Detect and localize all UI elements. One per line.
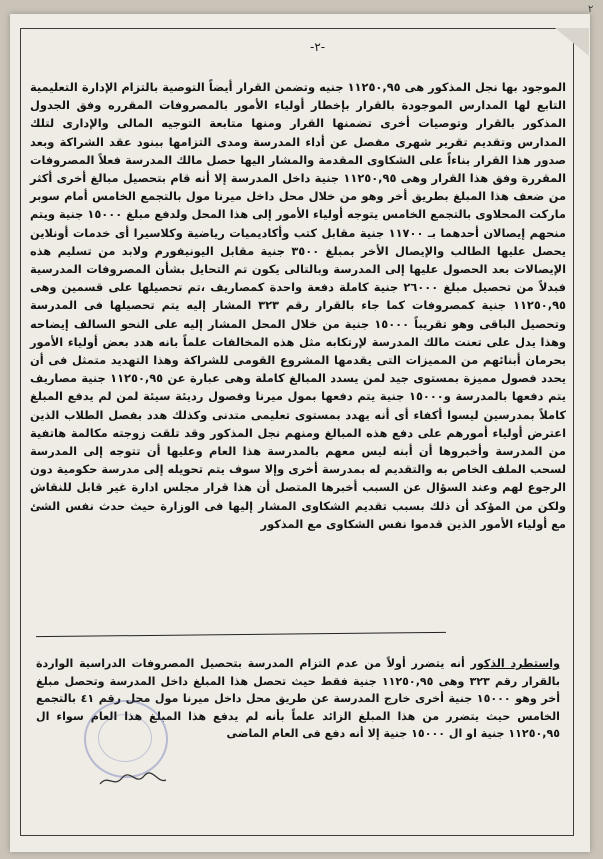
page-number: -٢- (310, 40, 326, 54)
second-paragraph-body: أنه يتضرر أولاً من عدم التزام المدرسة بتحصيل المصروفات الدراسية الواردة بالقرار رقم ٣٢٣ وهى ١١٢٥٠,٩٥ جنية فقط حيث تحصل هذا المبلغ داخل المدرسة وتحصل مبلغ أخر وهو ١٥٠٠٠ جنية أخرى خارج المدرسة عن طريق محل داخل ميرنا مول محل رقم ٤١ بالتجمع الخامس حيث يتضرر من هذا المبلغ الزائد علماً بأنه لم يدفع هذا المبلغ هذا العام سواء ال ١١٢٥٠,٩٥ جنية او ال ١٥٠٠٠ جنية إلا أنه دفع فى العام الماضى (36, 657, 561, 741)
main-paragraph: الموجود بها نجل المذكور هى ١١٢٥٠,٩٥ جنيه وتضمن القرار أيضاً التوصية بالتزام الإدارة التعليمية التابع لها المدارس الموجودة بالقرار بإخطار أولياء الأمور بالمصروفات المقرره وفق الجدول المذكور بالقرار وتوصيات أخرى تضمنها القرار ومنها متابعة التوجيه المالى والإدارى لتلك المدارس وتقديم تقرير شهرى مفصل عن أداء المدرسة ومدى التزامها ببنود عقد الشراكة وبعد صدور هذا القرار بناءاً على الشكاوى المقدمة والمشار اليها حصل مالك المدرسة فعلاً المصروفات المقررة وفق هذا القرار وهى ١١٢٥٠,٩٥ جنية داخل المدرسة إلا أنه قام بتحصيل مبالغ أخرى أكثر من ضعف هذا المبلغ بطريق أخر وهو من خلال محل داخل ميرنا مول بالتجمع الخامس أمام سوبر ماركت المحلاوى بالتجمع الخامس يتوجه أولياء الأمور إلى هذا المحل ولدفع مبلغ ١٥٠٠٠ جنية ويتم منحهم إيصالان أحدهما بـ ١١٧٠٠ جنية مقابل كتب وأكاديميات رياضية وكلاسيرا أى خدمات أونلاين يحصل عليها الطالب والإيصال الأخر بمبلغ ٣٥٠٠ جنية مقابل اليونيفورم ولابد من تسليم هذه الإيصالات بعد الحصول عليها إلى المدرسة وبالتالى يكون تم التحايل بشأن المصروفات المدرسية فبدلاً من تحصيل مبلغ ٢٦٠٠٠ جنية كاملة دفعة واحدة كمصاريف ،تم تحصيلها على قسمين وهى ١١٢٥٠,٩٥ جنية كمصروفات كما جاء بالقرار رقم ٣٢٣ المشار إليه يتم تحصيلها فى المدرسة وتحصيل الباقى وهو تقريباً ١٥٠٠٠ جنية من خلال المحل المشار إليه على النحو السالف إيضاحه وهذا يدل على تعنت مالك المدرسة لإرتكابه مثل هذه المخالفات علماً بانه هدد بعض أولياء الأمور بحرمان أبنائهم من المميزات التى يقدمها المشروع القومى للشراكة وهذا التهديد متمثل فى أن يحدد فصول مميزة بمستوى جيد لمن يسدد المبالغ كاملة وهى عبارة عن ١١٢٥٠,٩٥ جنية مصاريف يتم دفعها بالمدرسة و١٥٠٠٠ جنية يتم دفعها بمول ميرنا وفصول رديئة سيئة لمن لم يدفع المبلغ كاملاً بمدرسين ليسوا أكفاء أى أنه يهدد بمستوى تعليمى متدنى وكذلك هدد بفصل الطلاب الذين اعترض أولياء أمورهم على دفع هذه المبالغ ومنهم نجل المذكور وقد تلقت زوجته مكالمة هاتفية من المدرسة وأخبروها أن أبنه ليس معهم بالمدرسة هذا العام وعليها أن تتوجه إلى المدرسة لسحب الملف الخاص به والتقديم له بمدرسة أخرى وإلا سوف يتم تحويله إلى مدرسة حكومية دون الرجوع لهم وعند السؤال عن السبب أخبرها المتصل أن هذا قرار مجلس ادارة غير قابل للنقاش ولكن من المؤكد أن ذلك بسبب تقديم الشكاوى المشار إليها فى الوزارة حيث حدث نفس الشئ مع أولياء الأمور الذين قدموا نفس الشكاوى مع المذكور (30, 80, 566, 531)
second-paragraph-label: واستطرد الذكور (470, 657, 560, 670)
official-stamp (84, 700, 168, 778)
edge-page-mark: ٢ (588, 4, 594, 15)
signature (98, 770, 168, 790)
folded-corner (555, 28, 589, 56)
